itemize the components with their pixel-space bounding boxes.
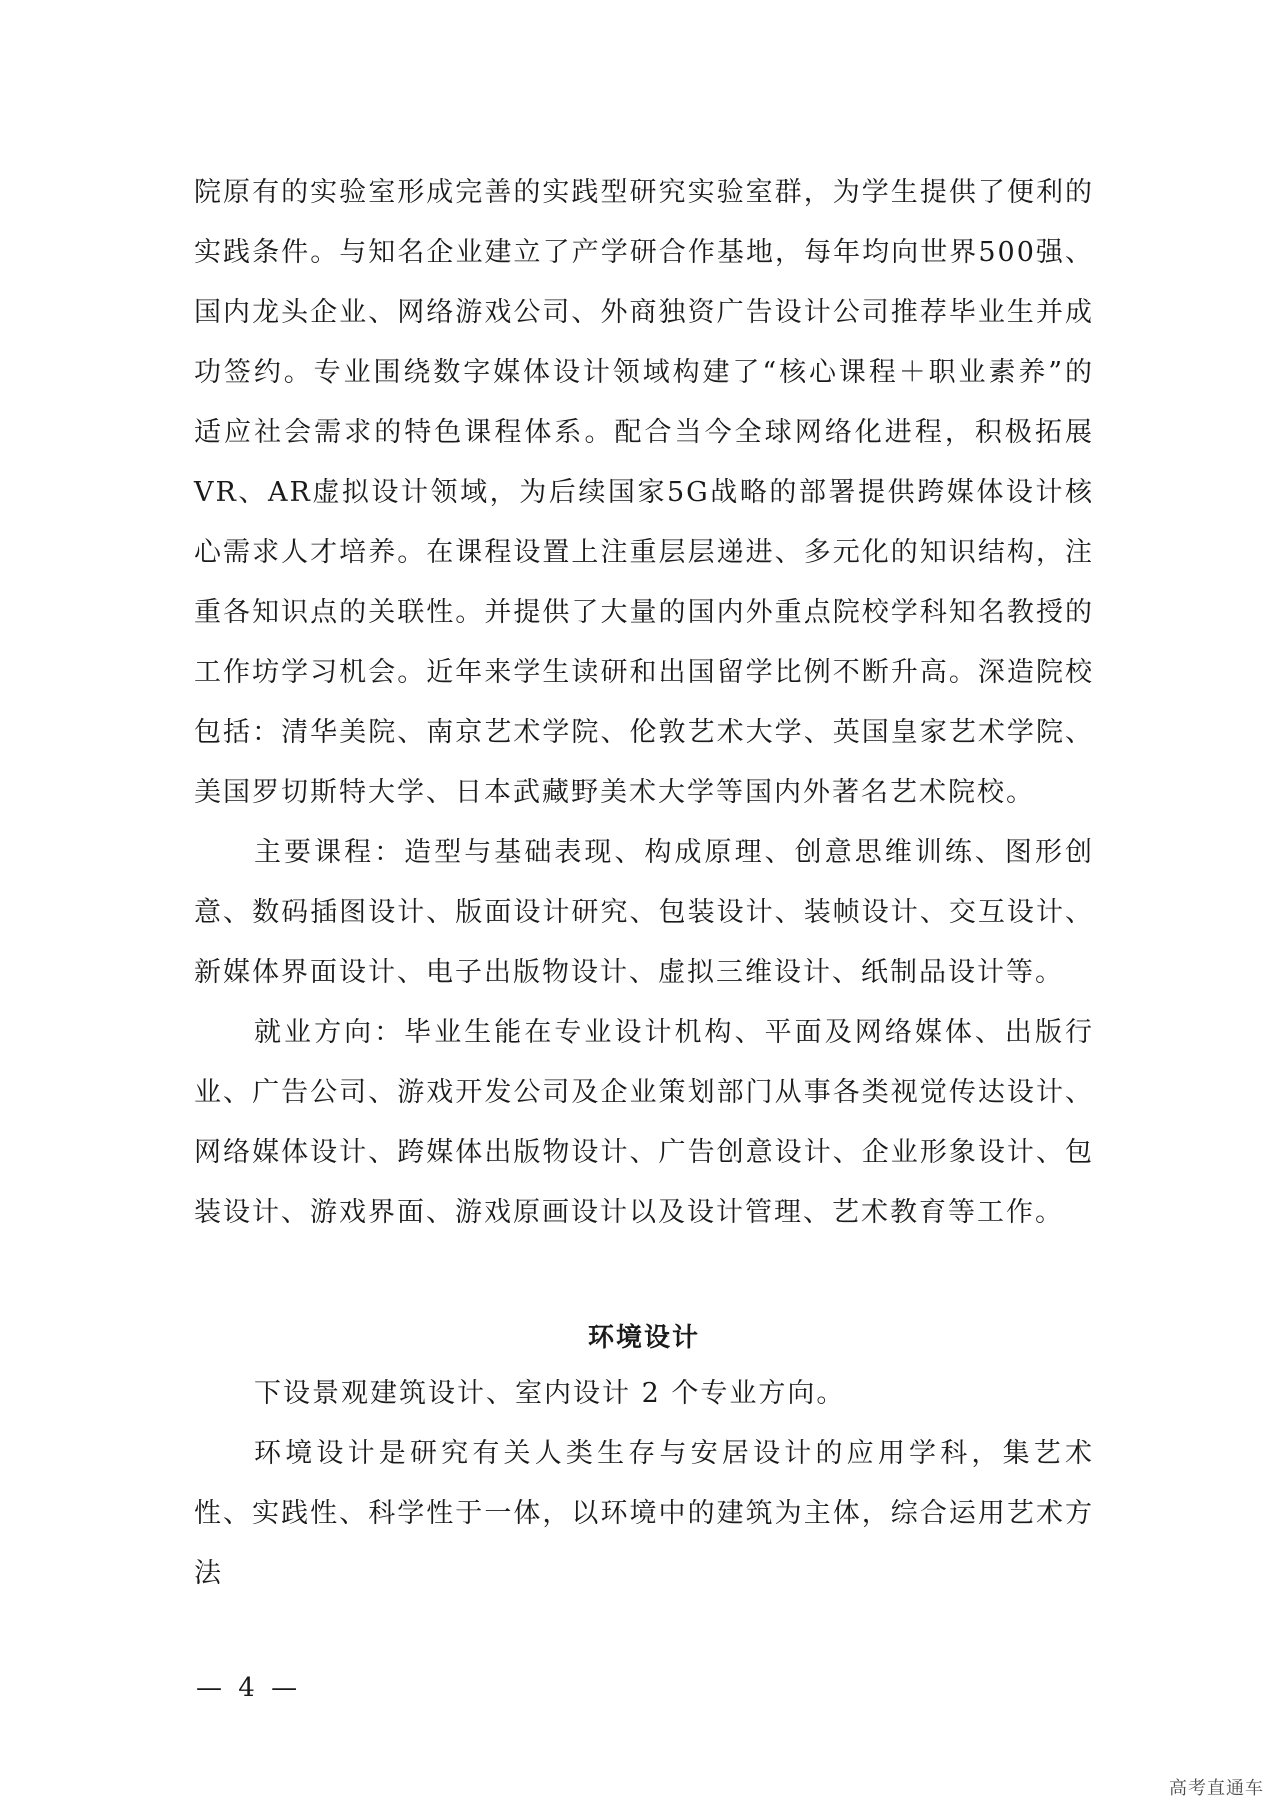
paragraph-intro: 环境设计是研究有关人类生存与安居设计的应用学科，集艺术性、实践性、科学性于一体，以环境中的建筑为主体，综合运用艺术方法	[194, 1438, 1094, 1589]
paragraph-continuation: 院原有的实验室形成完善的实践型研究实验室群，为学生提供了便利的实践条件。与知名企业建立了产学研合作基地，每年均向世界500强、国内龙头企业、网络游戏公司、外商独资广告设计公司推荐毕业生并成功签约。专业围绕数字媒体设计领域构建了“核心课程＋职业素养”的适应社会需求的特色课程体系。配合当今全球网络化进程，积极拓展VR、AR虚拟设计领域，为后续国家5G战略的部署提供跨媒体设计核心需求人才培养。在课程设置上注重层层递进、多元化的知识结构，注重各知识点的关联性。并提供了大量的国内外重点院校学科知名教授的工作坊学习机会。近年来学生读研和出国留学比例不断升高。深造院校包括：清华美院、南京艺术学院、伦敦艺术大学、英国皇家艺术学院、美国罗切斯特大学、日本武藏野美术大学等国内外著名艺术院校。	[194, 177, 1094, 808]
section-heading: 环境设计	[587, 1323, 700, 1353]
paragraph-directions: 下设景观建筑设计、室内设计 2 个专业方向。	[254, 1378, 846, 1409]
paragraph-employment: 就业方向：毕业生能在专业设计机构、平面及网络媒体、出版行业、广告公司、游戏开发公司及企业策划部门从事各类视觉传达设计、网络媒体设计、跨媒体出版物设计、广告创意设计、企业形象设计、包装设计、游戏界面、游戏原画设计以及设计管理、艺术教育等工作。	[194, 1017, 1094, 1228]
body-text	[194, 163, 1094, 1604]
watermark: 高考直通车	[1169, 1778, 1264, 1799]
page-number: — 4 —	[196, 1673, 302, 1703]
paragraph-main-courses: 主要课程：造型与基础表现、构成原理、创意思维训练、图形创意、数码插图设计、版面设计研究、包装设计、装帧设计、交互设计、新媒体界面设计、电子出版物设计、虚拟三维设计、纸制品设计等。	[194, 837, 1094, 988]
